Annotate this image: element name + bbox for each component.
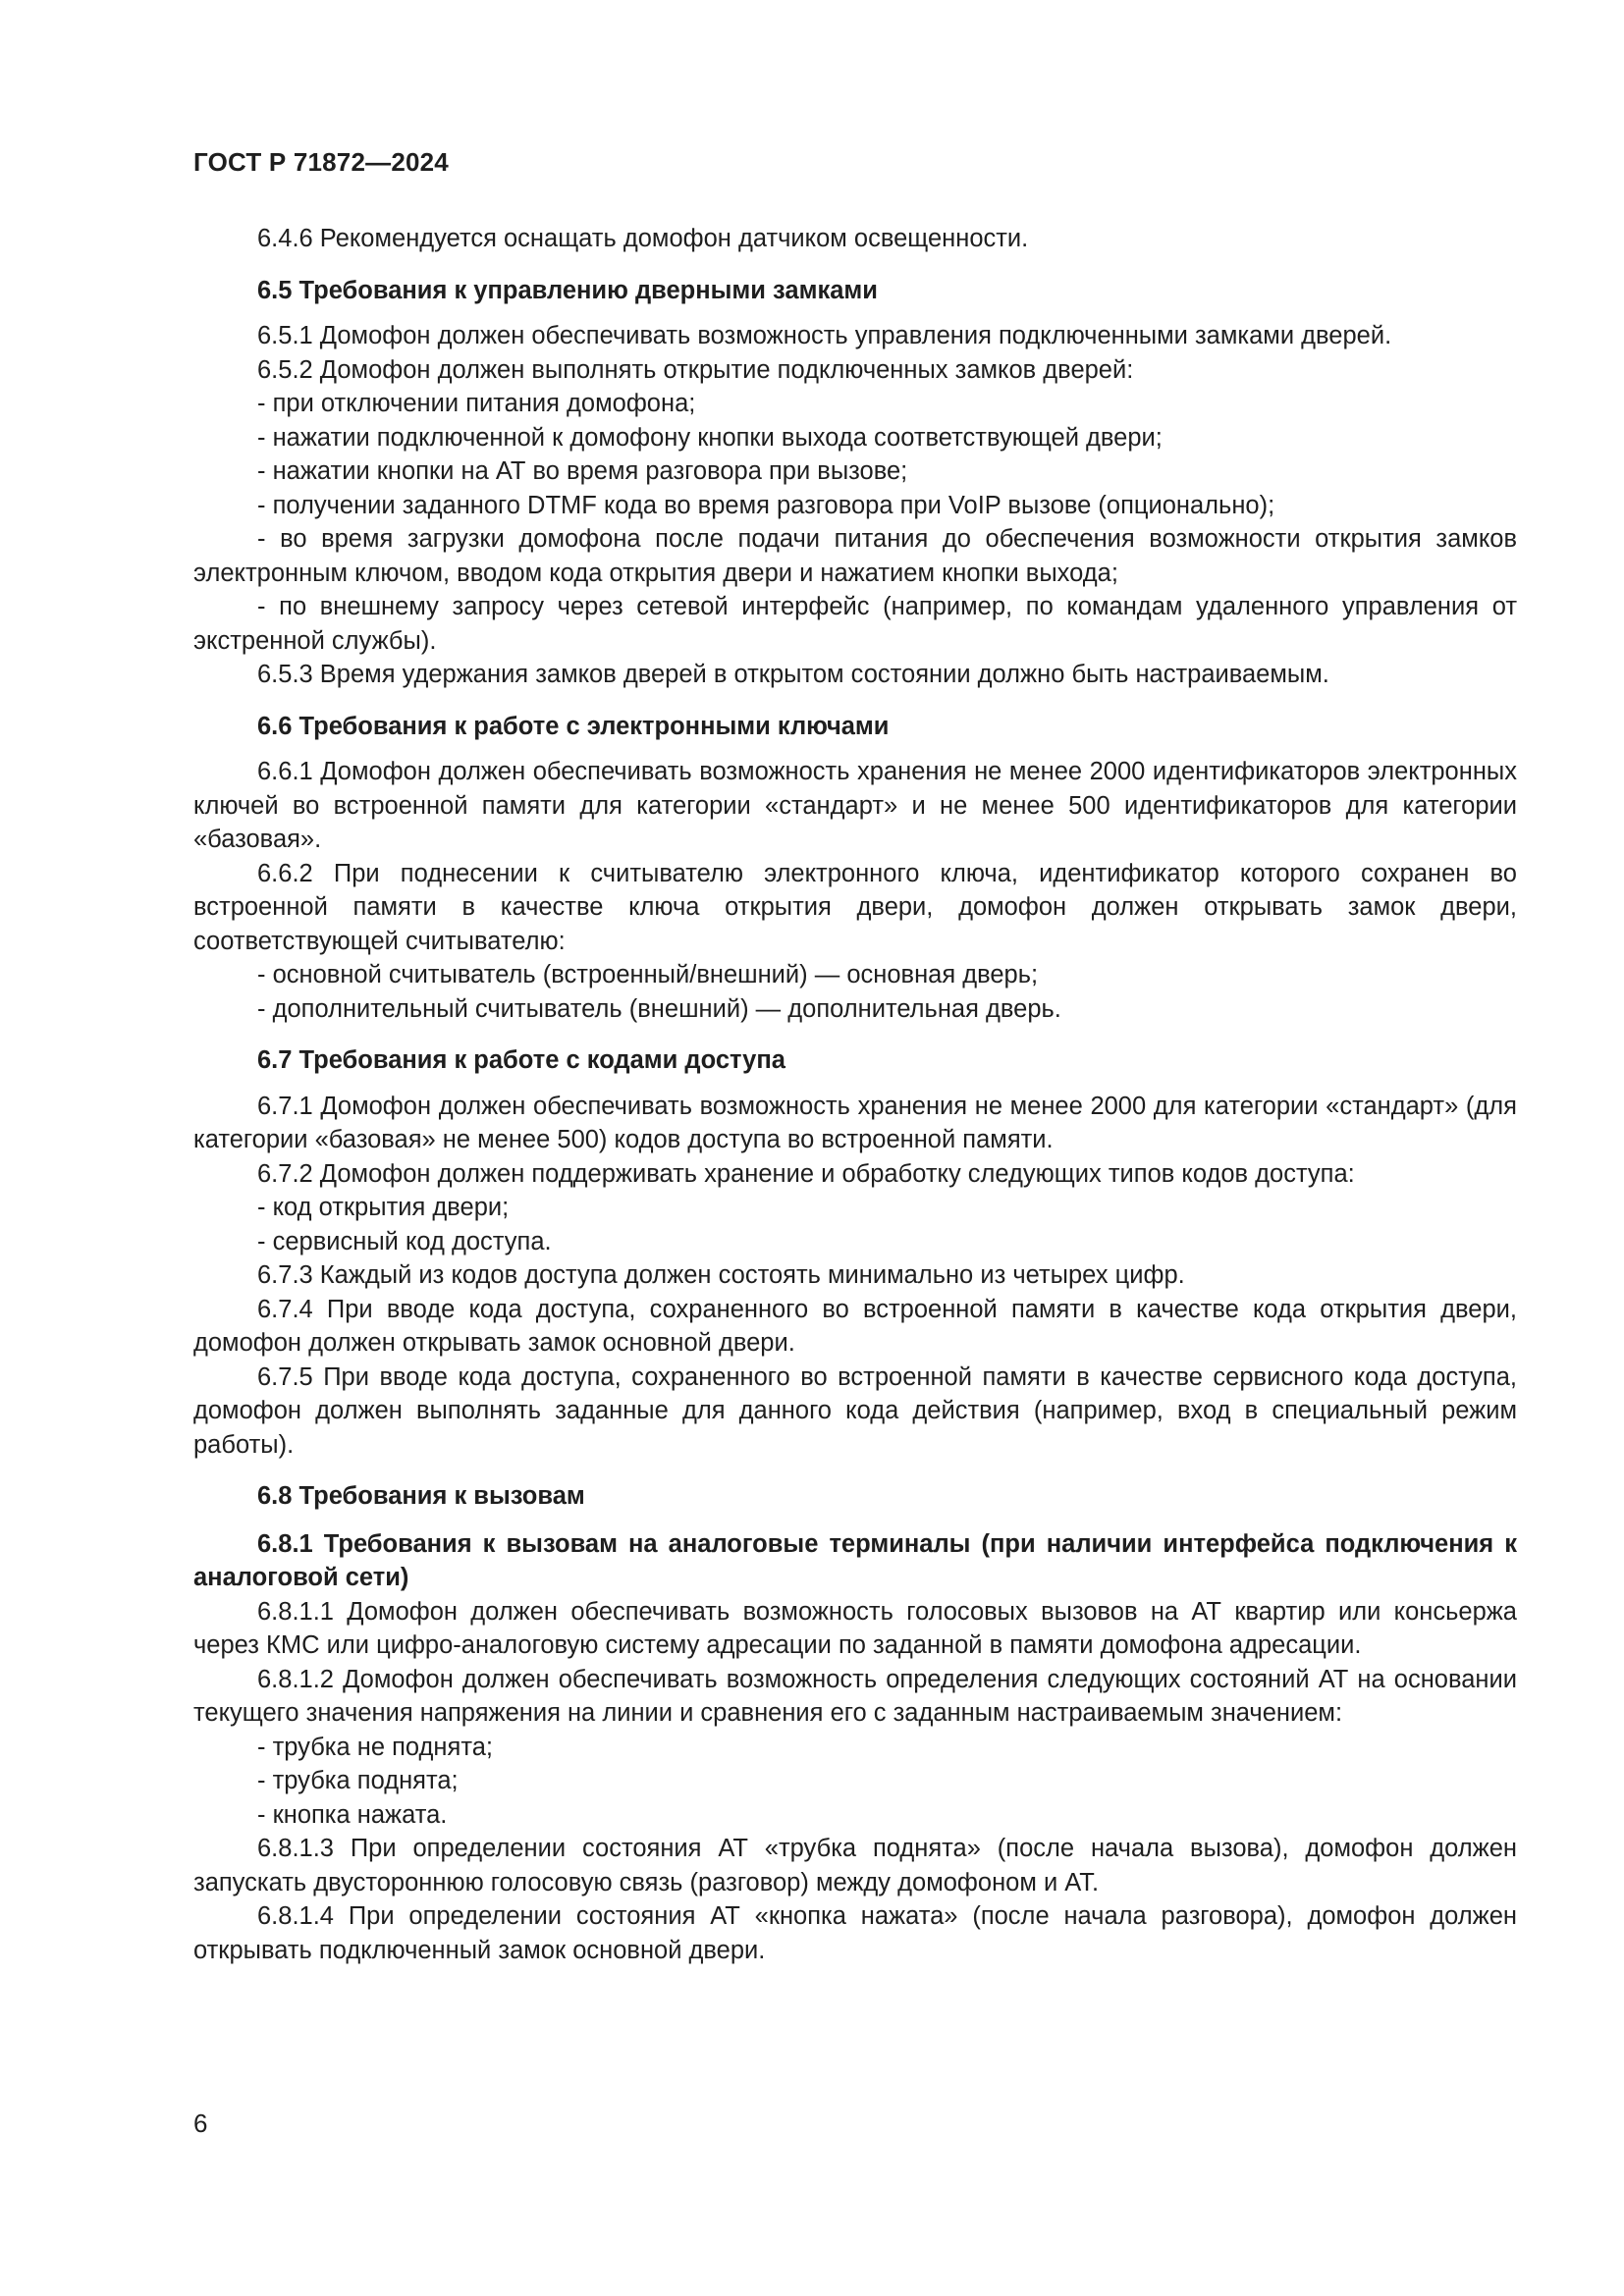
paragraph: 6.6.1 Домофон должен обеспечивать возможность хранения не менее 2000 идентификаторов электронных ключей во встроенной памяти для категории «стандарт» и не менее 500 идентификаторов для категории «базовая». [193,758,1517,853]
list-item: - кнопка нажата. [257,1800,448,1829]
paragraph: 6.7.5 При вводе кода доступа, сохраненного во встроенной памяти в качестве сервисного кода доступа, домофон должен выполнять заданные для данного кода действия (например, вход в специальный режим работы). [193,1362,1517,1459]
list-item: - по внешнему запросу через сетевой интерфейс (например, по командам удаленного управления от экстренной службы). [193,593,1517,655]
paragraph: 6.5.2 Домофон должен выполнять открытие подключенных замков дверей: [257,355,1134,384]
list-item: - трубка поднята; [257,1767,459,1794]
section-heading: 6.8 Требования к вызовам [257,1482,585,1510]
paragraph: 6.5.3 Время удержания замков дверей в открытом состоянии должно быть настраиваемым. [257,661,1329,688]
paragraph: 6.8.1.3 При определении состояния АТ «трубка поднята» (после начала вызова), домофон должен запускать двустороннюю голосовую связь (разговор) между домофоном и АТ. [193,1835,1517,1896]
page-number: 6 [193,2109,208,2138]
paragraph: 6.8.1.2 Домофон должен обеспечивать возможность определения следующих состояний АТ на основании текущего значения напряжения на линии и сравнения его с заданным настраиваемым значением: [193,1665,1517,1727]
paragraph: 6.8.1.4 При определении состояния АТ «кнопка нажата» (после начала разговора), домофон должен открывать подключенный замок основной двери. [193,1902,1517,1964]
list-item: - нажатии кнопки на АТ во время разговора при вызове; [257,457,908,485]
document-header: ГОСТ Р 71872—2024 [193,147,449,177]
paragraph: 6.7.3 Каждый из кодов доступа должен состоять минимально из четырех цифр. [257,1261,1185,1289]
paragraph: 6.5.1 Домофон должен обеспечивать возможность управления подключенными замками дверей. [257,322,1392,349]
paragraph: 6.7.1 Домофон должен обеспечивать возможность хранения не менее 2000 для категории «стандарт» (для категории «базовая» не менее 500) кодов доступа во встроенной памяти. [193,1092,1517,1153]
section-heading: 6.5 Требования к управлению дверными замками [257,276,878,304]
document-body [193,222,1517,1967]
subsection-heading: 6.8.1 Требования к вызовам на аналоговые терминалы (при наличии интерфейса подключения к аналоговой сети) [193,1529,1517,1591]
paragraph: 6.8.1.1 Домофон должен обеспечивать возможность голосовых вызовов на АТ квартир или консьержа через КМС или цифро-аналоговую систему адресации по заданной в памяти домофона адресации. [193,1597,1517,1659]
list-item: - трубка не поднята; [257,1733,493,1761]
list-item: - во время загрузки домофона после подачи питания до обеспечения возможности открытия замков электронным ключом, вводом кода открытия двери и нажатием кнопки выхода; [193,525,1517,587]
list-item: - получении заданного DTMF кода во время разговора при VoIP вызове (опционально); [257,491,1275,519]
paragraph: 6.7.2 Домофон должен поддерживать хранение и обработку следующих типов кодов доступа: [257,1159,1355,1188]
list-item: - код открытия двери; [257,1194,510,1221]
list-item: - дополнительный считыватель (внешний) — дополнительная дверь. [257,994,1061,1023]
paragraph: 6.7.4 При вводе кода доступа, сохраненного во встроенной памяти в качестве кода открытия двери, домофон должен открывать замок основной двери. [193,1295,1517,1357]
section-heading: 6.6 Требования к работе с электронными ключами [257,712,890,740]
list-item: - при отключении питания домофона; [257,390,696,417]
list-item: - основной считыватель (встроенный/внешний) — основная дверь; [257,961,1039,988]
paragraph: 6.4.6 Рекомендуется оснащать домофон датчиком освещенности. [257,225,1029,252]
list-item: - нажатии подключенной к домофону кнопки выхода соответствующей двери; [257,423,1163,452]
section-heading: 6.7 Требования к работе с кодами доступа [257,1046,785,1074]
paragraph: 6.6.2 При поднесении к считывателю электронного ключа, идентификатор которого сохранен во встроенной памяти в качестве ключа открытия двери, домофон должен открывать замок двери, соответствующей считывателю: [193,859,1517,955]
list-item: - сервисный код доступа. [257,1227,552,1255]
